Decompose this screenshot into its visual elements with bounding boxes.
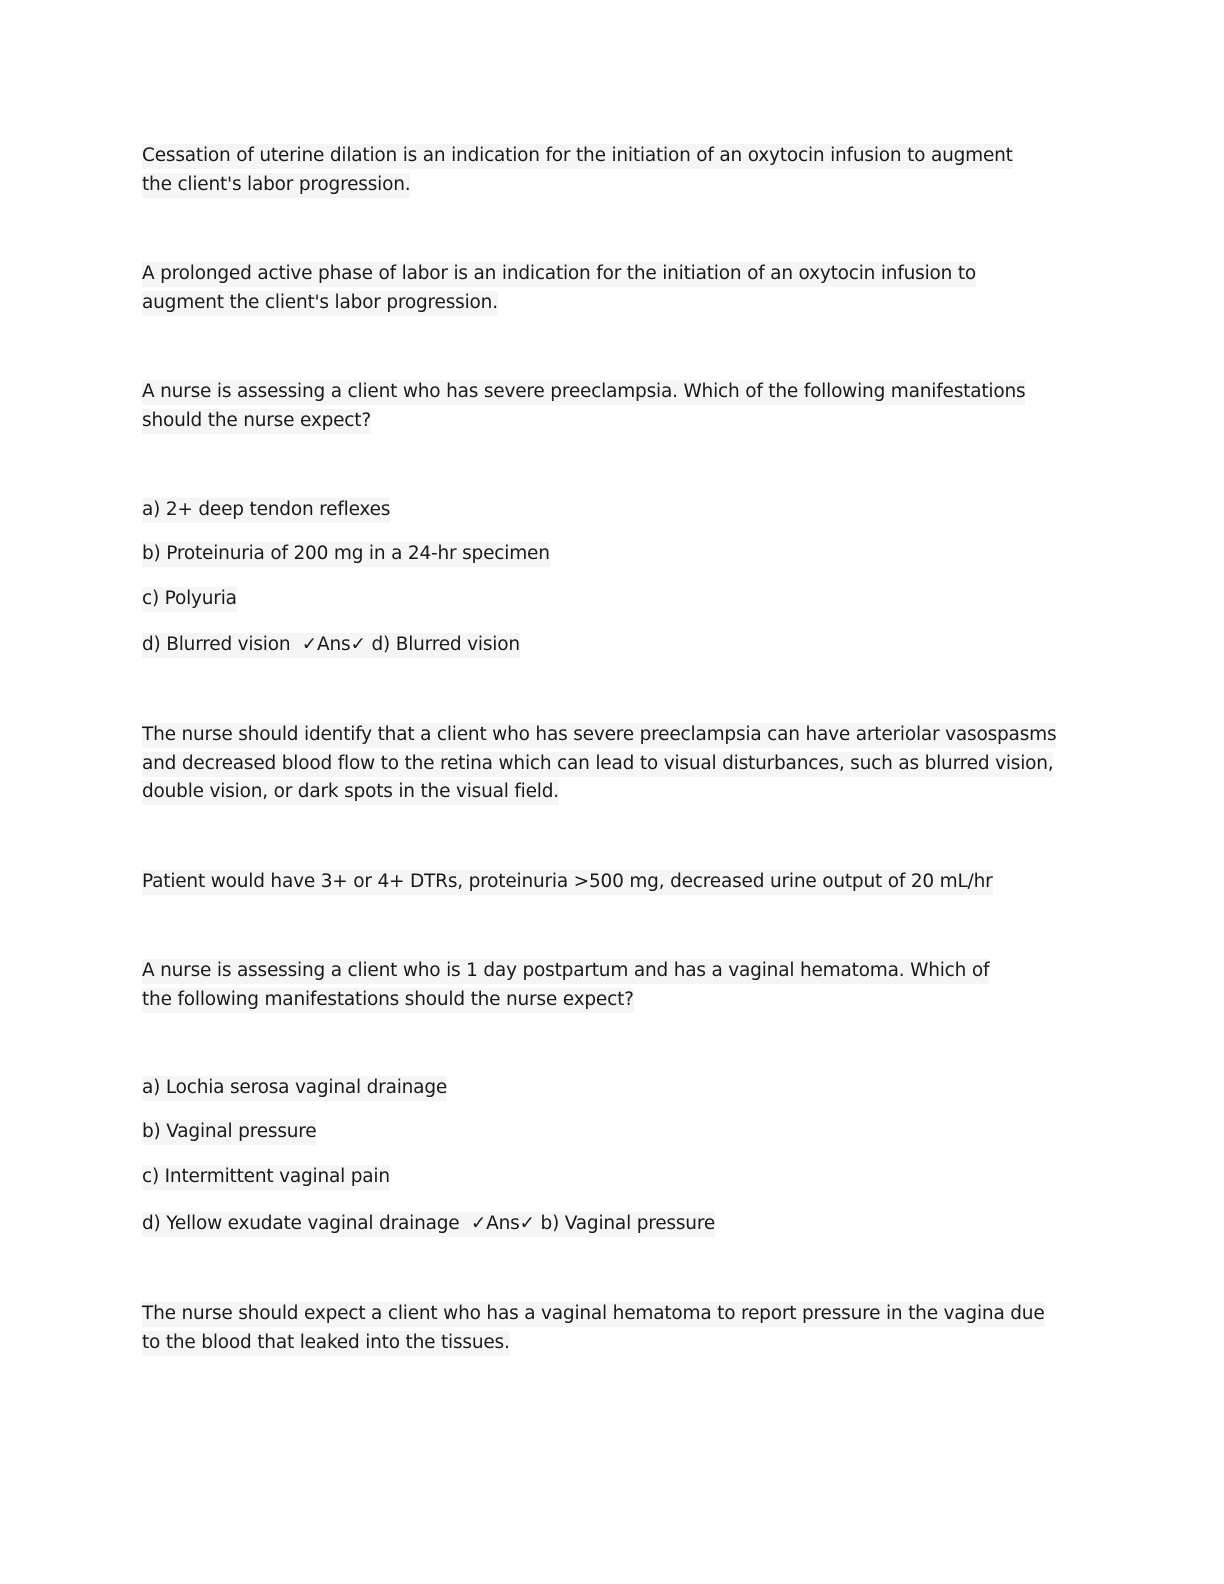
option-text: a) Lochia serosa vaginal drainage: [142, 1076, 447, 1101]
question-text: A nurse is assessing a client who has severe preeclampsia. Which of the following manifestations should the nurse expect?: [142, 380, 1025, 434]
question-hematoma-option-c: [142, 1163, 1082, 1192]
question-preeclampsia-option-a: [142, 496, 1082, 525]
rationale-text: The nurse should expect a client who has a vaginal hematoma to report pressure in the vagina due to the blood that leaked into the tissues.: [142, 1302, 1045, 1356]
question-preeclampsia-option-c: [142, 585, 1082, 614]
paragraph-oxytocin-prolonged: [142, 260, 1052, 317]
note-text: Patient would have 3+ or 4+ DTRs, proteinuria >500 mg, decreased urine output of 20 mL/hr: [142, 870, 993, 895]
option-text: d) Yellow exudate vaginal drainage ✓Ans✓ b) Vaginal pressure: [142, 1212, 715, 1237]
question-vaginal-hematoma: [142, 957, 1012, 1014]
question-hematoma-option-b: [142, 1118, 1082, 1147]
option-text: a) 2+ deep tendon reflexes: [142, 498, 390, 523]
paragraph-text: Cessation of uterine dilation is an indication for the initiation of an oxytocin infusion to augment the client's labor progression.: [142, 144, 1013, 198]
question-hematoma-option-d-answer: [142, 1210, 1082, 1239]
question-preeclampsia-option-d-answer: [142, 631, 1082, 660]
question-text: A nurse is assessing a client who is 1 day postpartum and has a vaginal hematoma. Which of the following manifestations should the nurse expect?: [142, 959, 989, 1013]
note-preeclampsia: [142, 868, 1082, 897]
question-preeclampsia-option-b: [142, 540, 1082, 569]
option-text: b) Vaginal pressure: [142, 1120, 316, 1145]
option-text: d) Blurred vision ✓Ans✓ d) Blurred vision: [142, 633, 520, 658]
paragraph-text: A prolonged active phase of labor is an indication for the initiation of an oxytocin infusion to augment the client's labor progression.: [142, 262, 976, 316]
option-text: c) Polyuria: [142, 587, 237, 612]
question-preeclampsia: [142, 378, 1072, 435]
rationale-preeclampsia: [142, 721, 1077, 807]
option-text: c) Intermittent vaginal pain: [142, 1165, 390, 1190]
option-text: b) Proteinuria of 200 mg in a 24-hr specimen: [142, 542, 550, 567]
rationale-text: The nurse should identify that a client who has severe preeclampsia can have arteriolar vasospasms and decreased blood flow to the retina which can lead to visual disturbances, such as blurred vision, double vision, or dark spots in the visual field.: [142, 723, 1056, 805]
question-hematoma-option-a: [142, 1074, 1082, 1103]
paragraph-oxytocin-cessation: [142, 142, 1042, 199]
rationale-vaginal-hematoma: [142, 1300, 1052, 1357]
